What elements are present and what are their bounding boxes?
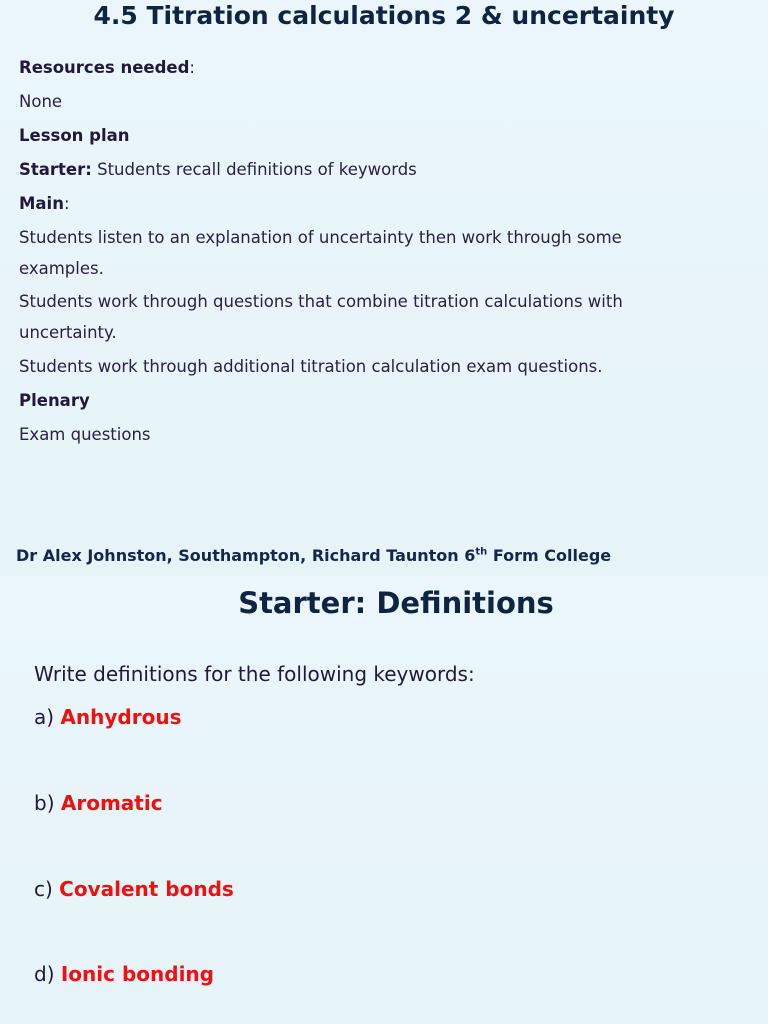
keyword-term: Ionic bonding <box>60 962 214 986</box>
main-item: Students work through questions that combine titration calculations with uncertainty. <box>19 292 623 342</box>
keyword-item <box>34 962 214 986</box>
slide-starter-definitions <box>0 576 768 1024</box>
keyword-item <box>34 877 234 901</box>
author-credit: Dr Alex Johnston, Southampton, Richard Taunton 6th Form College <box>16 546 612 565</box>
keyword-item <box>34 705 181 729</box>
keyword-letter: b) <box>34 791 61 815</box>
keyword-term: Anhydrous <box>60 705 182 729</box>
slide-title: 4.5 Titration calculations 2 & uncertainty <box>93 1 675 30</box>
keyword-item <box>34 791 163 815</box>
resources-label: Resources needed <box>19 58 190 77</box>
main-label: Main <box>19 194 64 213</box>
slide-title: Starter: Definitions <box>238 586 554 620</box>
keyword-term: Aromatic <box>60 791 163 815</box>
resources-line <box>19 52 659 83</box>
keyword-letter: d) <box>34 962 61 986</box>
keyword-letter: a) <box>34 705 61 729</box>
main-item: Students listen to an explanation of uncertainty then work through some examples. <box>19 228 622 278</box>
ordinal-suffix: th <box>475 546 488 558</box>
keyword-term: Covalent bonds <box>59 877 234 901</box>
main-item: Students work through additional titration calculation exam questions. <box>19 357 603 376</box>
plenary-text: Exam questions <box>19 425 151 444</box>
keyword-letter: c) <box>34 877 60 901</box>
starter-label: Starter: <box>19 160 92 179</box>
resources-colon: : <box>189 58 195 77</box>
resources-value: None <box>19 92 63 111</box>
main-colon: : <box>63 194 70 213</box>
plenary-heading: Plenary <box>19 391 90 410</box>
starter-line <box>19 154 659 185</box>
instruction-text: Write definitions for the following keywords: <box>34 662 475 686</box>
main-line <box>19 188 659 219</box>
starter-text: Students recall definitions of keywords <box>91 160 417 179</box>
lesson-plan-heading: Lesson plan <box>19 126 130 145</box>
